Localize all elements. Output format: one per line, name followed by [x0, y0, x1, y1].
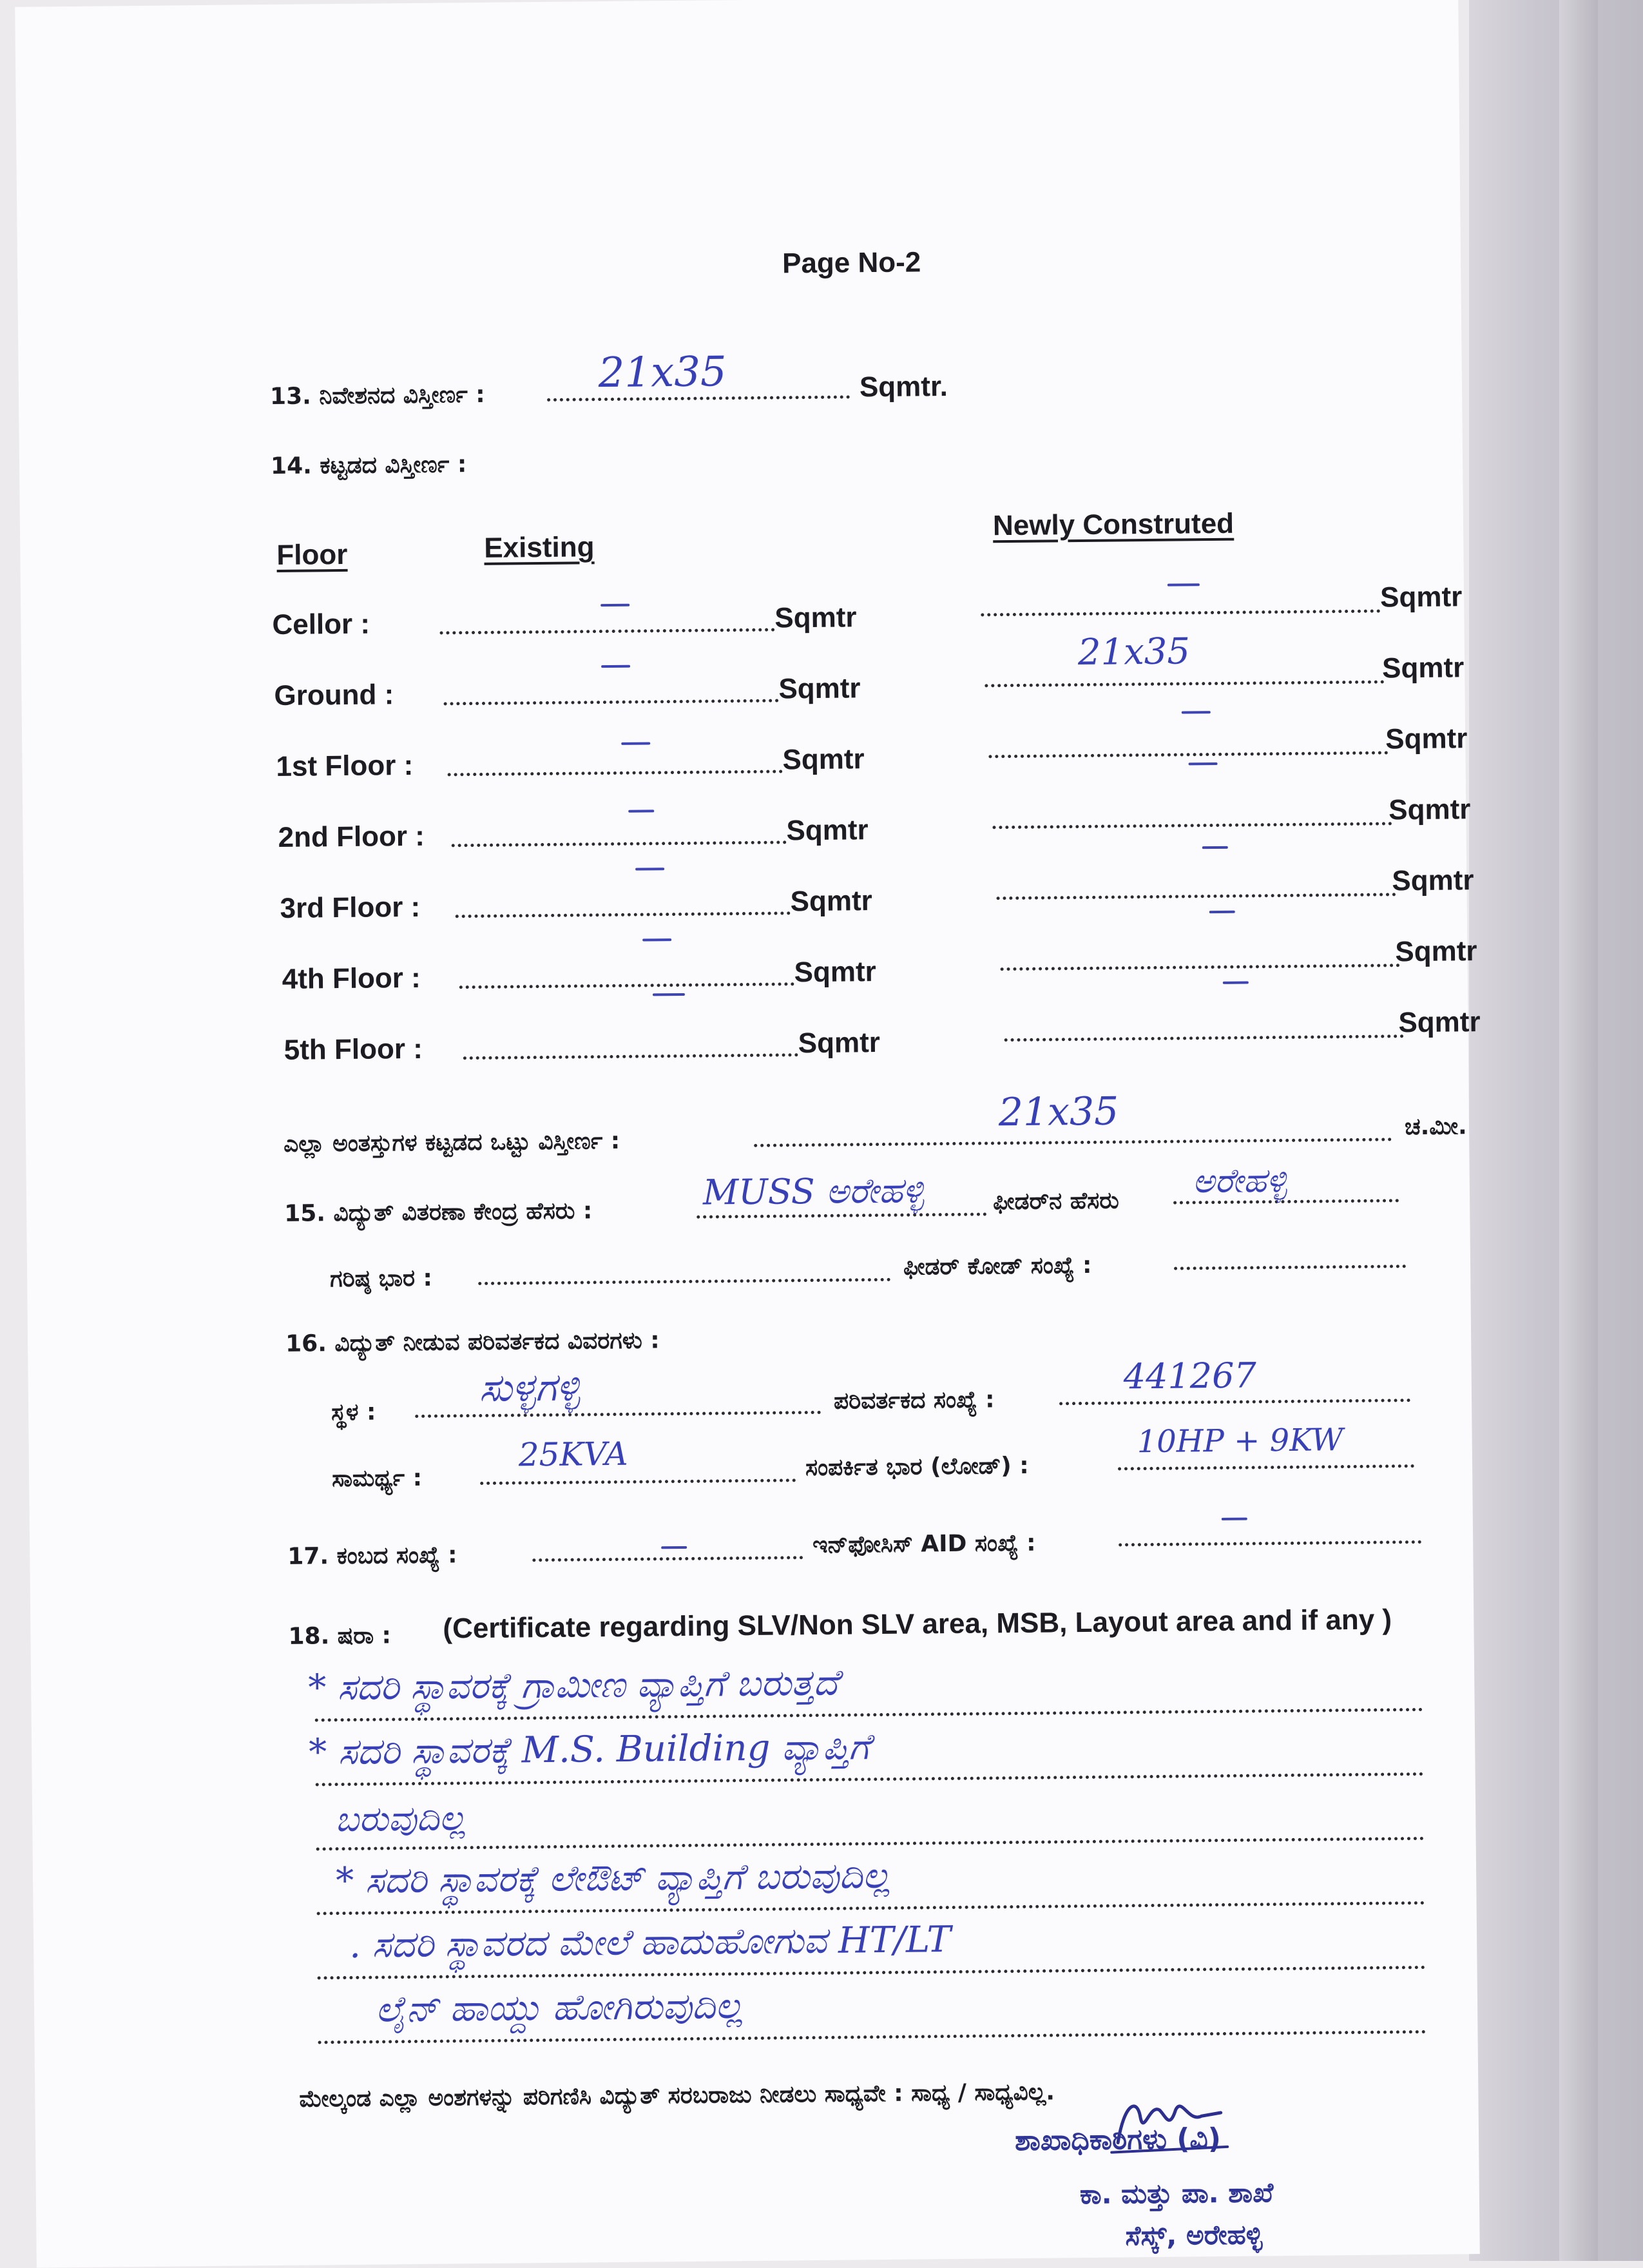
item15-dotline [697, 1212, 986, 1218]
item13-label: 13. ನಿವೇಶನದ ವಿಸ್ತೀರ್ಣ : [269, 381, 485, 411]
capacity-dotline [480, 1478, 796, 1485]
floor-label: 3rd Floor : [280, 891, 421, 924]
item15-feeder-label: ಫೀಡರ್‌ನ ಹೆಸರು [992, 1187, 1119, 1216]
existing-dotline [440, 628, 775, 635]
newly-unit: Sqmtr [1398, 1006, 1481, 1039]
item13-value: 21x35 [598, 348, 727, 398]
newly-dash [1182, 711, 1211, 713]
remarks-dotline-5 [318, 1966, 1426, 1980]
newly-unit: Sqmtr [1379, 581, 1463, 614]
connected-load-label: ಸಂಪರ್ಕಿತ ಭಾರ (ಲೋಡ್) : [805, 1452, 1029, 1482]
item18-label: 18. ಷರಾ : [288, 1622, 392, 1650]
newly-dash [1167, 583, 1200, 586]
scanner-shadow-strip [1559, 0, 1598, 2261]
existing-dash [653, 993, 685, 996]
newly-unit: Sqmtr [1395, 935, 1477, 968]
newly-dotline [988, 751, 1388, 758]
newly-unit: Sqmtr [1381, 652, 1465, 684]
item16-label: 16. ವಿದ್ಯುತ್ ನೀಡುವ ಪರಿವರ್ತಕದ ವಿವರಗಳು : [285, 1327, 660, 1357]
header-newly-constructed: Newly Construted [992, 507, 1235, 542]
item15-value: MUSS ಅರೇಹಳ್ಳಿ [702, 1170, 925, 1213]
max-load-label: ಗರಿಷ್ಠ ಭಾರ : [329, 1265, 433, 1293]
existing-dash [601, 665, 630, 668]
conclusion-text: ಮೇಲ್ಕಂಡ ಎಲ್ಲಾ ಅಂಶಗಳನ್ನು ಪರಿಗಣಿಸಿ ವಿದ್ಯುತ್ ಸರಬರಾಜು ನೀಡಲು ಸಾಧ್ಯವೇ : ಸಾಧ್ಯ / ಸಾಧ್ಯವಿಲ್ಲ. [299, 2079, 1055, 2113]
remarks-dotline-1 [315, 1708, 1423, 1722]
feeder-code-label: ಫೀಡರ್ ಕೋಡ್ ಸಂಖ್ಯೆ : [903, 1252, 1092, 1281]
newly-dotline [981, 610, 1380, 617]
newly-unit: Sqmtr [1392, 864, 1474, 897]
newly-dotline [992, 822, 1392, 829]
item15-label: 15. ವಿದ್ಯುತ್ ವಿತರಣಾ ಕೇಂದ್ರ ಹೆಸರು : [284, 1197, 593, 1227]
newly-dash [1189, 762, 1218, 765]
remarks-line-1: * ಸದರಿ ಸ್ಥಾವರಕ್ಕೆ ಗ್ರಾಮೀಣ ವ್ಯಾಪ್ತಿಗೆ ಬರುತ್ತದೆ [307, 1662, 839, 1709]
floor-label: Cellor : [272, 608, 370, 641]
existing-dash [621, 742, 650, 744]
existing-dotline [444, 699, 779, 706]
floor-label: Ground : [274, 679, 394, 712]
remarks-line-3: ಬರುವುದಿಲ್ಲ [334, 1798, 466, 1840]
newly-dotline [997, 893, 1396, 900]
stamp-line-1: ಶಾಖಾಧಿಕಾರಿಗಳು (ವಿ) [1014, 2122, 1222, 2158]
remarks-dotline-6 [318, 2030, 1427, 2044]
existing-dash [601, 604, 629, 606]
existing-dash [642, 938, 671, 941]
scanner-shadow [1469, 0, 1643, 2261]
capacity-value: 25KVA [518, 1435, 628, 1474]
remarks-line-2: * ಸದರಿ ಸ್ಥಾವರಕ್ಕೆ M.S. Building ವ್ಯಾಪ್ತಿಗೆ [308, 1726, 870, 1774]
newly-dash [1202, 846, 1228, 849]
infosys-aid-dotline [1119, 1540, 1421, 1547]
total-label: ಎಲ್ಲಾ ಅಂತಸ್ತುಗಳ ಕಟ್ಟಡದ ಒಟ್ಟು ವಿಸ್ತೀರ್ಣ : [283, 1127, 620, 1158]
max-load-dotline [478, 1278, 890, 1285]
existing-unit: Sqmtr [778, 672, 861, 705]
existing-dotline [448, 770, 783, 776]
existing-dotline [463, 1053, 798, 1060]
connected-load-dotline [1118, 1464, 1414, 1470]
place-dotline [415, 1411, 821, 1418]
existing-unit: Sqmtr [786, 814, 869, 847]
stamp-line-3: ಸೆಸ್ಕ್, ಅರೇಹಳ್ಳಿ [1125, 2218, 1263, 2252]
newly-dash [1223, 982, 1249, 984]
floor-label: 2nd Floor : [278, 820, 425, 853]
item14-label: 14. ಕಟ್ಟಡದ ವಿಸ್ತೀರ್ಣ : [270, 451, 467, 480]
capacity-label: ಸಾಮರ್ಥ್ಯ : [331, 1464, 423, 1493]
existing-unit: Sqmtr [774, 601, 857, 634]
place-value: ಸುಳ್ಳಗಳ್ಳಿ [479, 1364, 581, 1411]
tc-number-label: ಪರಿವರ್ತಕದ ಸಂಖ್ಯೆ : [833, 1386, 995, 1415]
header-existing: Existing [484, 531, 595, 564]
existing-unit: Sqmtr [798, 1027, 881, 1060]
newly-unit: Sqmtr [1385, 722, 1468, 755]
existing-dotline [459, 982, 794, 989]
pole-number-dotline [532, 1556, 803, 1562]
header-floor: Floor [276, 538, 348, 571]
item15-feeder-value: ಅರೇಹಳ್ಳಿ [1192, 1161, 1287, 1201]
floor-label: 4th Floor : [282, 962, 421, 995]
existing-dash [628, 809, 654, 812]
remarks-line-6: ಲೈನ್ ಹಾಯ್ದು ಹೋಗಿರುವುದಿಲ್ಲ [375, 1985, 744, 2031]
connected-load-value: 10HP + 9KW [1137, 1422, 1343, 1460]
infosys-aid-dash [1222, 1518, 1247, 1520]
feeder-code-dotline [1174, 1265, 1406, 1270]
existing-unit: Sqmtr [782, 743, 865, 776]
floor-label: 5th Floor : [283, 1032, 423, 1066]
remarks-line-5: . ಸದರಿ ಸ್ಥಾವರದ ಮೇಲೆ ಹಾದುಹೋಗುವ HT/LT [349, 1919, 952, 1966]
tc-number-value: 441267 [1123, 1355, 1257, 1397]
total-value: 21x35 [998, 1089, 1119, 1136]
newly-value: 21x35 [1077, 630, 1191, 674]
place-label: ಸ್ಥಳ : [331, 1399, 376, 1426]
tc-number-dotline [1059, 1399, 1410, 1405]
remarks-dotline-4 [317, 1901, 1425, 1915]
pole-number-dash [661, 1546, 687, 1549]
existing-unit: Sqmtr [794, 956, 877, 989]
total-dotline [754, 1138, 1392, 1147]
newly-dotline [1001, 964, 1400, 971]
floor-label: 1st Floor : [276, 749, 414, 782]
document-page [15, 0, 1480, 2268]
total-unit: ಚ.ಮೀ. [1404, 1113, 1467, 1141]
item13-unit: Sqmtr. [859, 370, 948, 403]
item13-dotline [547, 395, 850, 402]
existing-dotline [452, 840, 787, 847]
remarks-dotline-2 [316, 1772, 1424, 1787]
item18-heading: (Certificate regarding SLV/Non SLV area, MSB, Layout area and if any ) [443, 1604, 1392, 1645]
remarks-line-4: * ಸದರಿ ಸ್ಥಾವರಕ್ಕೆ ಲೇಔಟ್ ವ್ಯಾಪ್ತಿಗೆ ಬರುವುದಿಲ್ಲ [335, 1854, 890, 1903]
stamp-line-2: ಕಾ. ಮತ್ತು ಪಾ. ಶಾಖೆ [1079, 2176, 1274, 2211]
newly-dash [1209, 911, 1235, 913]
existing-unit: Sqmtr [790, 885, 872, 918]
page-number: Page No-2 [782, 246, 921, 280]
newly-dotline [1004, 1034, 1404, 1042]
remarks-dotline-3 [316, 1837, 1425, 1851]
newly-dotline [985, 680, 1384, 687]
existing-dash [635, 867, 664, 870]
existing-dotline [456, 911, 791, 918]
newly-unit: Sqmtr [1388, 793, 1471, 826]
infosys-aid-label: ಇನ್‌ಫೋಸಿಸ್ AID ಸಂಖ್ಯೆ : [812, 1529, 1036, 1559]
item17-label: 17. ಕಂಬದ ಸಂಖ್ಯೆ : [287, 1542, 457, 1570]
